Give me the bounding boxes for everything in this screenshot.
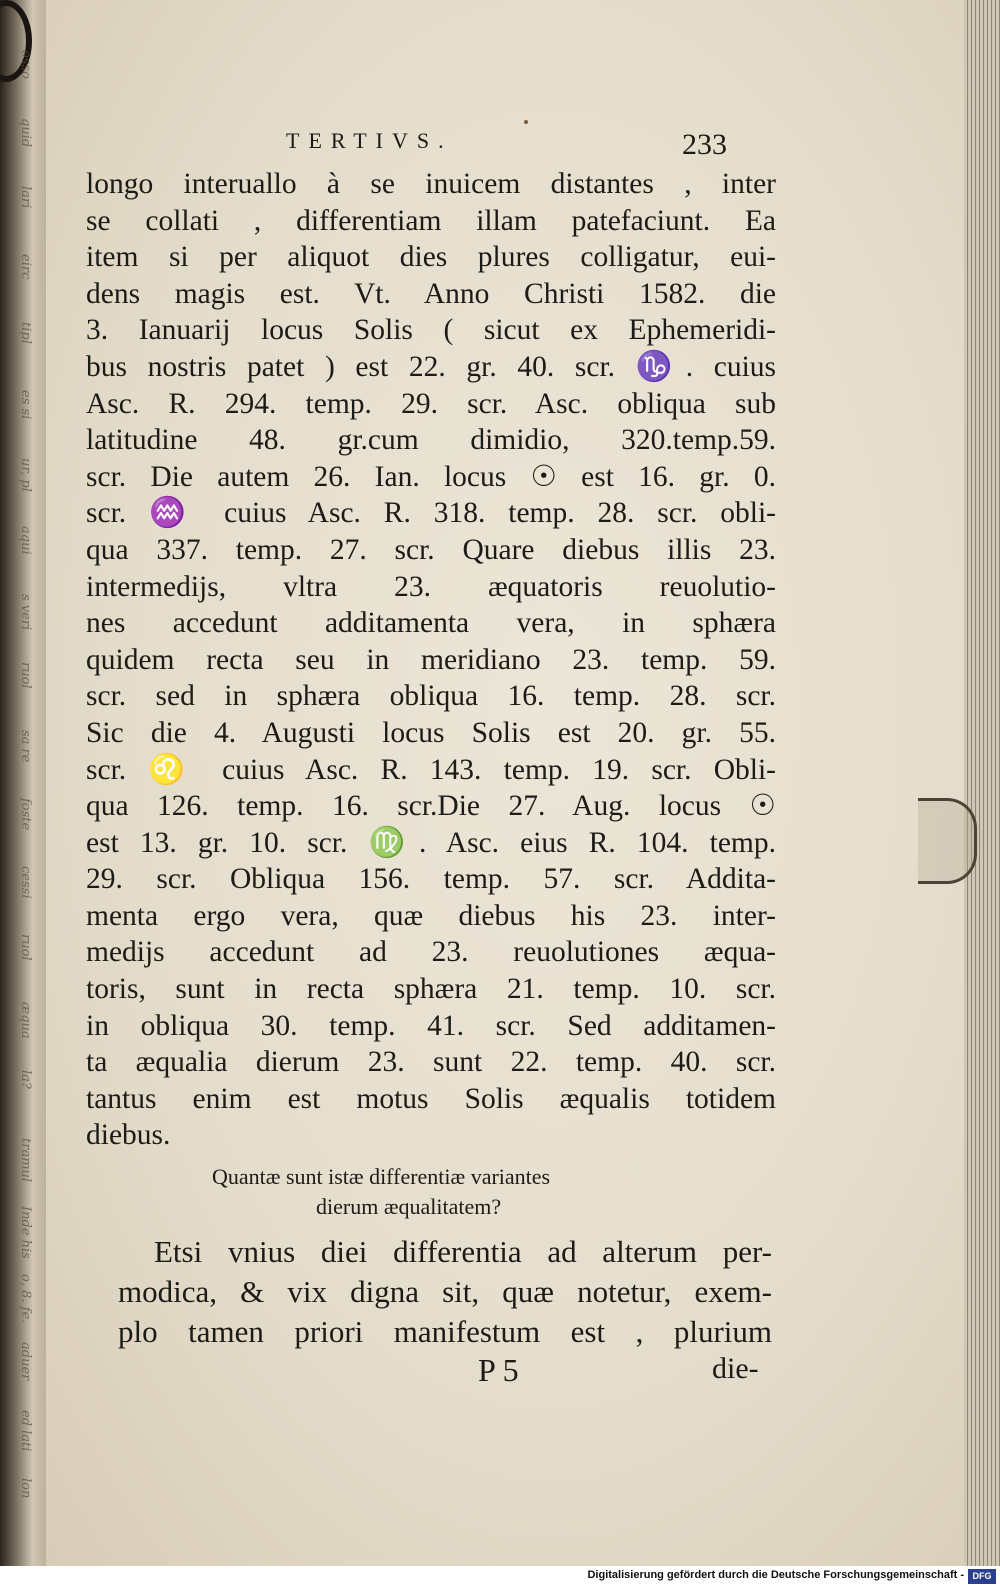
catchword: die- bbox=[712, 1352, 759, 1385]
text-line: bus nostris patet ) est 22. gr. 40. scr. ♑. cuius bbox=[86, 350, 776, 383]
facing-page-edge bbox=[0, 0, 46, 1566]
facing-page-fragment: ruol bbox=[18, 934, 33, 961]
facing-page-fragment: eirc bbox=[18, 254, 33, 280]
facing-page-fragment: æqua bbox=[18, 1002, 33, 1039]
text-line: Asc. R. 294. temp. 29. scr. Asc. obliqua sub bbox=[86, 387, 776, 420]
facing-page-text-fragments bbox=[2, 20, 42, 1560]
text-line: toris, sunt in recta sphæra 21. temp. 10. scr. bbox=[86, 973, 776, 1006]
text-line: plo tamen priori manifestum est , plurium bbox=[118, 1314, 772, 1349]
facing-page-fragment: osso bbox=[18, 50, 33, 79]
facing-page-fragment: aqui bbox=[18, 526, 33, 555]
facing-page-fragment: cessi bbox=[18, 866, 33, 899]
facing-page-fragment: o, 8. fe. bbox=[18, 1274, 33, 1324]
facing-page-fragment: es si bbox=[18, 390, 33, 420]
facing-page-fragment: lon bbox=[18, 1478, 33, 1499]
text-line: in obliqua 30. temp. 41. scr. Sed additamen- bbox=[86, 1009, 776, 1042]
page-footer bbox=[0, 1352, 1000, 1392]
answer-paragraph bbox=[118, 1232, 772, 1352]
text-line: tantus enim est motus Solis æqualis totidem bbox=[86, 1082, 776, 1115]
text-line: latitudine 48. gr.cum dimidio, 320.temp.59. bbox=[86, 424, 776, 457]
facing-page-fragment: la? bbox=[18, 1070, 33, 1089]
text-line: 3. Ianuarij locus Solis ( sicut ex Ephemeridi- bbox=[86, 314, 776, 347]
facing-page-fragment: ed lati bbox=[18, 1410, 33, 1452]
text-line: menta ergo vera, quæ diebus his 23. inter- bbox=[86, 899, 776, 932]
facing-page-fragment: aduer bbox=[18, 1342, 33, 1381]
facing-page-fragment: sa re bbox=[18, 730, 33, 763]
text-line: item si per aliquot dies plures colligatur, eui- bbox=[86, 241, 776, 274]
text-line: dens magis est. Vt. Anno Christi 1582. die bbox=[86, 277, 776, 310]
facing-page-fragment: tipl bbox=[18, 322, 33, 344]
text-line: nes accedunt additamenta vera, in sphæra bbox=[86, 607, 776, 640]
credit-bar bbox=[0, 1566, 1000, 1588]
page-tab-marker bbox=[918, 798, 977, 884]
facing-page-fragment: ruol bbox=[18, 662, 33, 689]
text-line: ta æqualia dierum 23. sunt 22. temp. 40. scr. bbox=[86, 1046, 776, 1079]
funding-credit: Digitalisierung gefördert durch die Deutsche Forschungsgemeinschaft - bbox=[587, 1569, 964, 1581]
page-header bbox=[0, 128, 1000, 164]
facing-page-fragment: Inde his bbox=[18, 1206, 33, 1259]
text-line: scr. ♒ cuius Asc. R. 318. temp. 28. scr. obli- bbox=[86, 497, 776, 530]
text-line: 29. scr. Obliqua 156. temp. 57. scr. Addita- bbox=[86, 863, 776, 896]
text-line: Sic die 4. Augusti locus Solis est 20. gr. 55. bbox=[86, 716, 776, 749]
text-line: longo interuallo à se inuicem distantes , inter bbox=[86, 168, 776, 200]
question-line: dierum æqualitatem? bbox=[316, 1194, 502, 1219]
dfg-logo: DFG bbox=[968, 1569, 996, 1584]
facing-page-fragment: tramul bbox=[18, 1138, 33, 1183]
facing-page-fragment: lari bbox=[18, 186, 33, 209]
text-line: scr. ♌ cuius Asc. R. 143. temp. 19. scr. Obli- bbox=[86, 753, 776, 786]
text-line: qua 337. temp. 27. scr. Quare diebus illis 23. bbox=[86, 533, 776, 566]
text-line: medijs accedunt ad 23. reuolutiones æqua- bbox=[86, 936, 776, 969]
facing-page-fragment: foste bbox=[18, 798, 33, 831]
page-number: 233 bbox=[682, 128, 727, 161]
facing-page-fragment: ur, pl bbox=[18, 458, 33, 492]
text-line: Etsi vnius diei differentia ad alterum per- bbox=[154, 1234, 772, 1269]
facing-page-fragment: quid bbox=[18, 118, 33, 148]
page-block-edge bbox=[964, 0, 1000, 1566]
signature-mark: P 5 bbox=[478, 1352, 519, 1388]
running-head: TERTIVS. bbox=[286, 128, 453, 153]
question-line: Quantæ sunt istæ differentiæ variantes bbox=[212, 1164, 551, 1189]
text-line: scr. sed in sphæra obliqua 16. temp. 28. scr. bbox=[86, 680, 776, 713]
ink-dot bbox=[524, 120, 528, 124]
text-line: quidem recta seu in meridiano 23. temp. 59. bbox=[86, 643, 776, 676]
text-line: scr. Die autem 26. Ian. locus ☉ est 16. gr. 0. bbox=[86, 460, 776, 493]
text-line: est 13. gr. 10. scr. ♍. Asc. eius R. 104. temp. bbox=[86, 826, 776, 859]
facing-page-fragment: s veri bbox=[18, 594, 33, 631]
text-line: diebus. bbox=[86, 1119, 171, 1152]
text-line: qua 126. temp. 16. scr.Die 27. Aug. locus ☉ bbox=[86, 790, 776, 823]
text-line: modica, & vix digna sit, quæ notetur, exem- bbox=[118, 1274, 772, 1309]
text-line: se collati , differentiam illam patefaciunt. Ea bbox=[86, 204, 776, 237]
main-text-block bbox=[86, 166, 776, 1154]
side-question bbox=[206, 1162, 676, 1222]
text-line: intermedijs, vltra 23. æquatoris reuolutio- bbox=[86, 570, 776, 603]
